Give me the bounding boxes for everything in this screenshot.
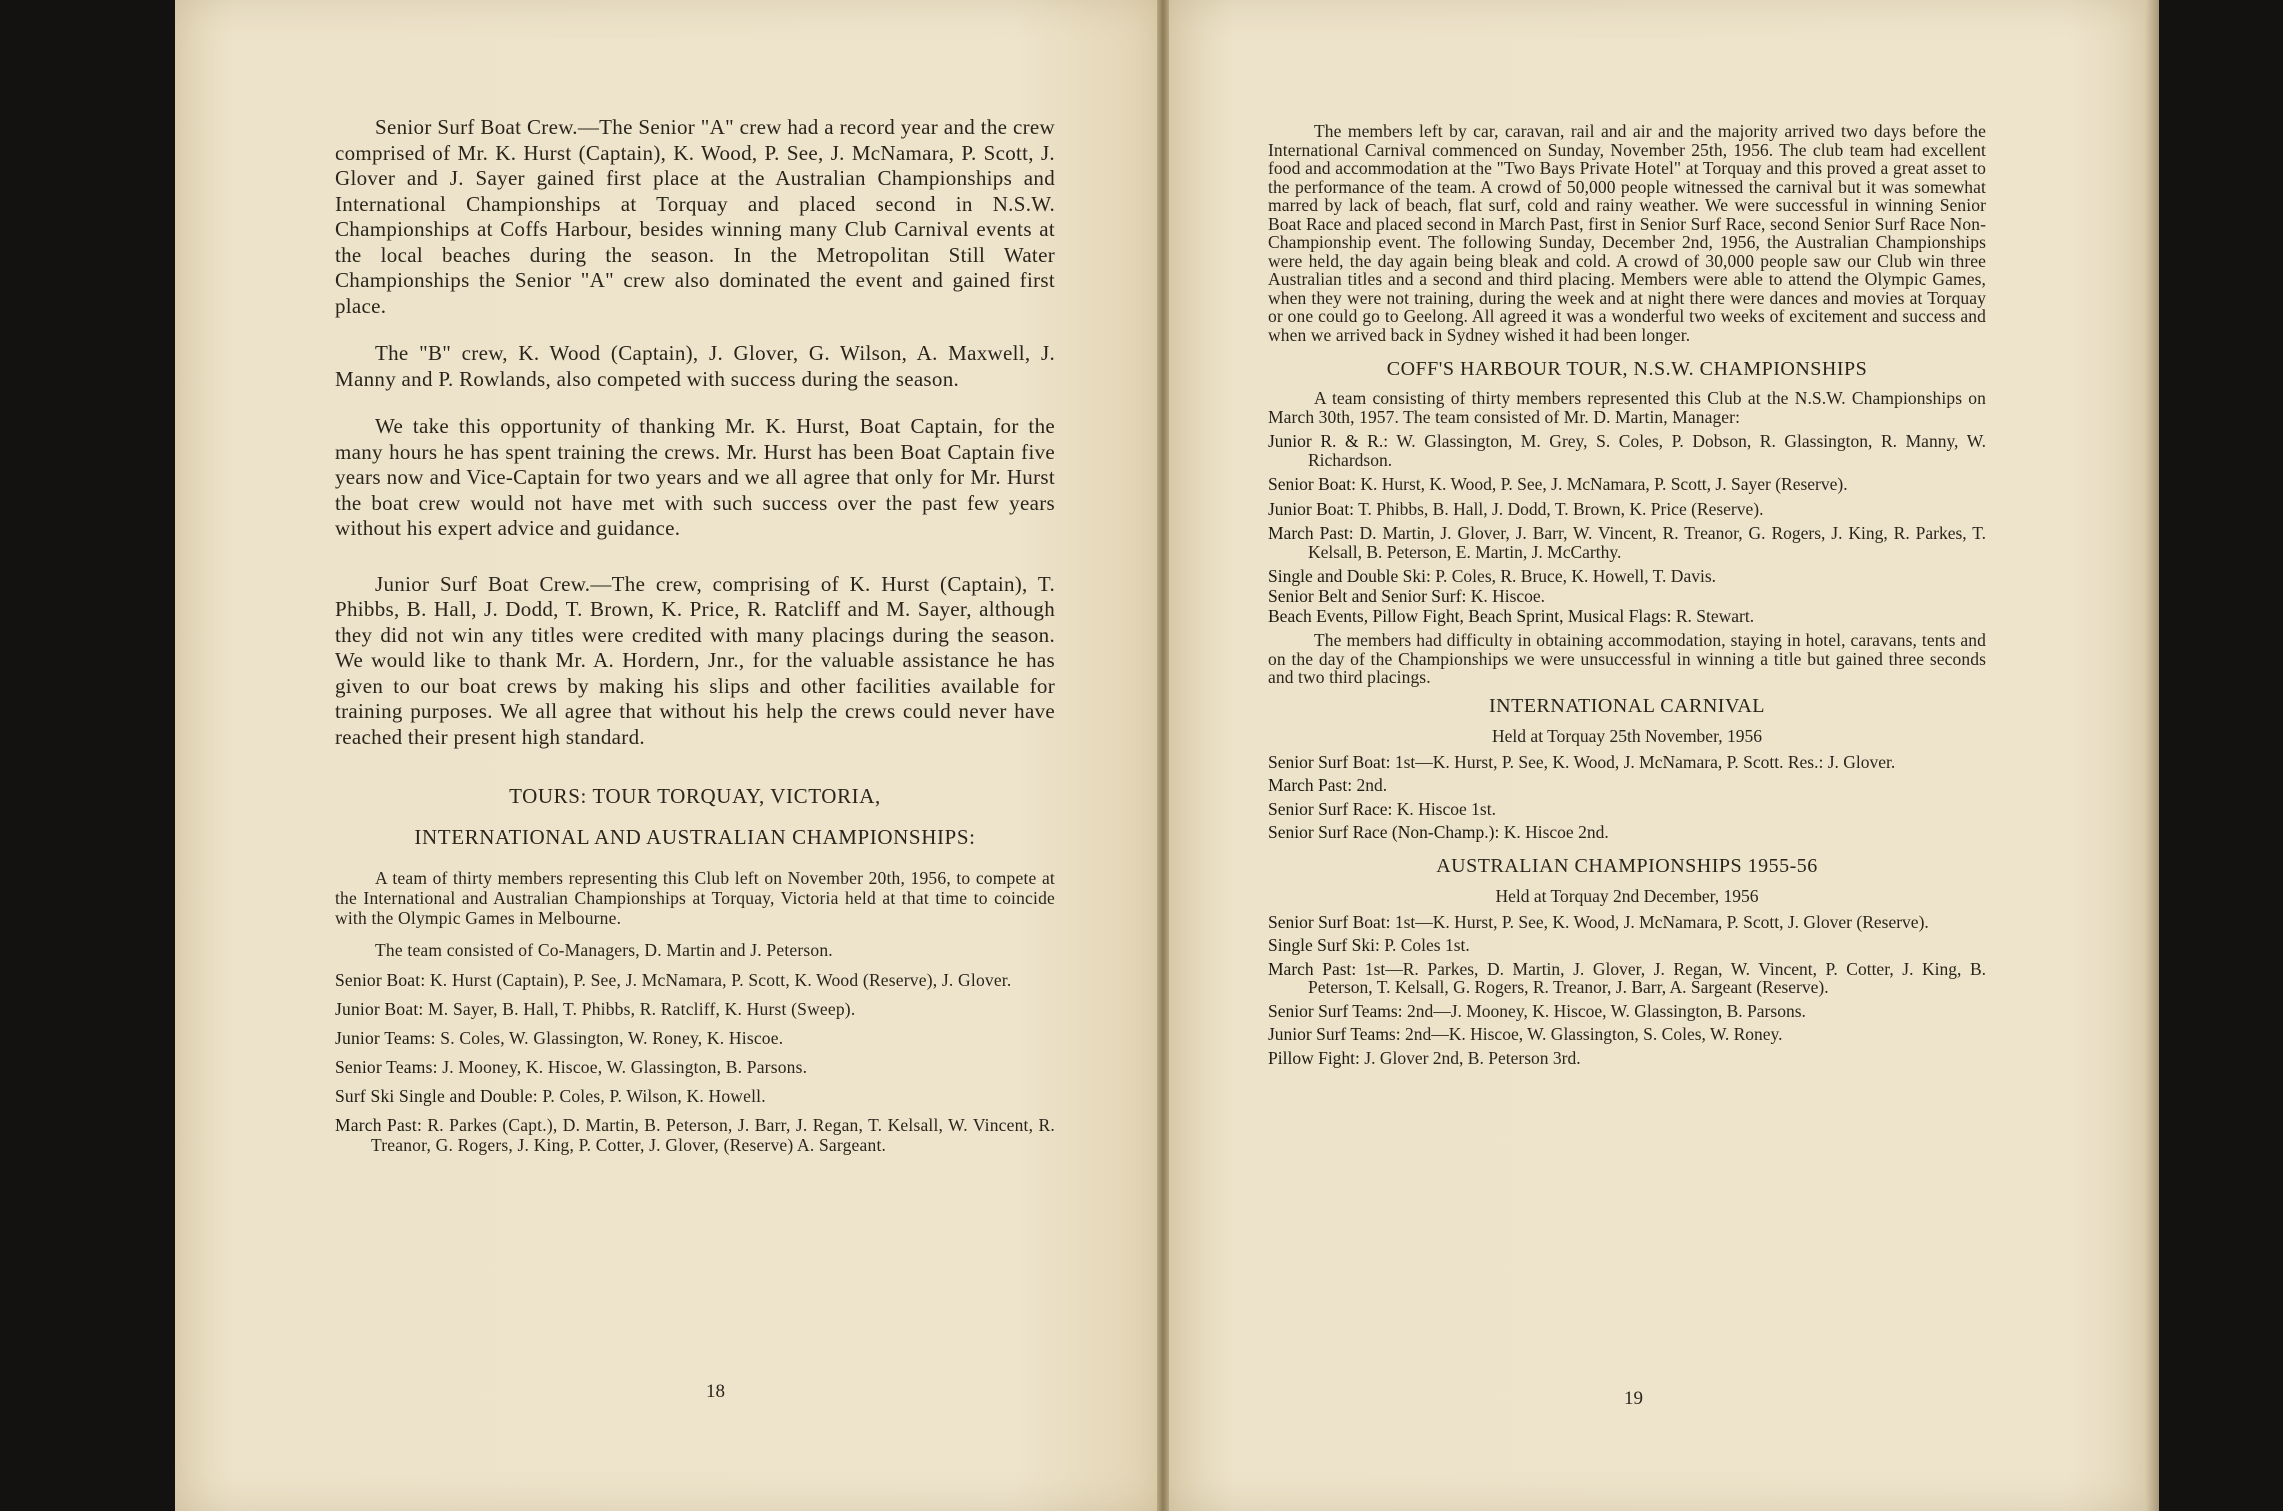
accommodation-paragraph: The members had difficulty in obtaining accommodation, staying in hotel, caravans, tents and on the day of the Championships we were unsuccessful in winning a title but gained three seconds and two third placings. (1268, 630, 1986, 687)
list-item (1268, 475, 1986, 494)
item-label: Senior Teams: (335, 1057, 438, 1077)
list-item (335, 1028, 1055, 1048)
item-label: Junior Boat: (335, 999, 424, 1019)
item-text: 2nd—K. Hiscoe, W. Glassington, S. Coles, W. Roney. (1400, 1024, 1783, 1044)
item-text: P. Coles 1st. (1379, 935, 1470, 955)
item-label: Senior Surf Boat: (1268, 751, 1391, 772)
list-item (335, 999, 1055, 1019)
item-text: K. Hurst (Captain), P. See, J. McNamara, P. Scott, K. Wood (Reserve), J. Glover. (425, 970, 1012, 990)
item-text: K. Hiscoe. (1466, 586, 1546, 606)
item-label: March Past: (1268, 958, 1357, 979)
list-item (1268, 753, 1986, 772)
international-carnival-heading: INTERNATIONAL CARNIVAL (1489, 694, 1765, 717)
item-text: T. Phibbs, B. Hall, J. Dodd, T. Brown, K. Price (Reserve). (1354, 498, 1764, 519)
item-label: Surf Ski Single and Double: (335, 1086, 538, 1106)
item-text: 2nd—J. Mooney, K. Hiscoe, W. Glassington, B. Parsons. (1402, 1000, 1806, 1021)
item-label: Senior Surf Race (Non-Champ.): (1268, 822, 1500, 842)
item-text: K. Hiscoe 2nd. (1499, 822, 1609, 842)
team-intro-paragraph: A team of thirty members representing this Club left on November 20th, 1956, to compete at the International and Australian Championships at Torquay, Victoria held at that time to coincide with the Olympic Games in Melbourne. (335, 868, 1055, 928)
item-label: Junior Boat: (1268, 498, 1355, 519)
item-label: Pillow Fight: (1268, 1047, 1360, 1068)
item-label: Junior R. & R.: (1268, 431, 1389, 451)
item-text: S. Coles, W. Glassington, W. Roney, K. Hiscoe. (435, 1028, 784, 1048)
item-text: K. Hiscoe 1st. (1392, 798, 1496, 819)
championships-heading: INTERNATIONAL AND AUSTRALIAN CHAMPIONSHIPS: (414, 825, 976, 849)
tours-heading: TOURS: TOUR TORQUAY, VICTORIA, (509, 784, 881, 808)
list-item (1268, 776, 1986, 795)
list-item (335, 1115, 1055, 1155)
international-carnival-subheading: Held at Torquay 25th November, 1956 (1492, 725, 1762, 746)
right-page-text (1268, 122, 1986, 1072)
item-text: W. Glassington, M. Grey, S. Coles, P. Dobson, R. Glassington, R. Manny, W. Richardson. (1308, 431, 1986, 470)
torquay-trip-paragraph: The members left by car, caravan, rail and air and the majority arrived two days before the International Carnival commenced on Sunday, November 25th, 1956. The club team had excellent food and accommodation at the "Two Bays Private Hotel" at Torquay and this proved a great asset to the performance of the team. A crowd of 50,000 people witnessed the carnival but it was somewhat marred by lack of beach, flat surf, cold and rainy weather. We were successful in winning Senior Boat Race and placed second in March Past, first in Senior Surf Race, second Senior Surf Race Non-Championship event. The following Sunday, December 2nd, 1956, the Australian Championships were held, the day again being bleak and cold. A crowd of 30,000 people saw our Club win three Australian titles and a second and third placing. Members were able to attend the Olympic Games, when they were not training, during the week and at night there were dances and movies at Torquay or one could go to Geelong. All agreed it was a wonderful two weeks of excitement and success and when we arrived back in Sydney wished it had been longer. (1268, 121, 1986, 345)
list-item (1268, 587, 1986, 606)
list-item (1268, 913, 1986, 932)
australian-championships-heading: AUSTRALIAN CHAMPIONSHIPS 1955-56 (1436, 854, 1818, 877)
list-item (335, 970, 1055, 990)
list-item (1268, 800, 1986, 819)
item-label: Senior Belt and Senior Surf: (1268, 586, 1467, 606)
item-text: R. Parkes (Capt.), D. Martin, B. Peterson, J. Barr, J. Regan, T. Kelsall, W. Vincent, R. Treanor, G. Rogers, J. King, P. Cotter, J. Glover, (Reserve) A. Sargeant. (371, 1115, 1055, 1155)
co-managers-paragraph: The team consisted of Co-Managers, D. Martin and J. Peterson. (375, 940, 833, 960)
book-gutter (1157, 0, 1169, 1511)
senior-surf-boat-paragraph: Senior Surf Boat Crew.—The Senior "A" crew had a record year and the crew comprised of Mr. K. Hurst (Captain), K. Wood, P. See, J. McNamara, P. Scott, J. Glover and J. Sayer gained first place at the Australian Championships and International Championships at Torquay and placed second in N.S.W. Championships at Coffs Harbour, besides winning many Club Carnival events at the local beaches during the season. In the Metropolitan Still Water Championships the Senior "A" crew also dominated the event and gained first place. (335, 115, 1055, 318)
item-text: J. Glover 2nd, B. Peterson 3rd. (1359, 1047, 1581, 1068)
item-label: Junior Teams: (335, 1028, 436, 1048)
item-text: R. Stewart. (1671, 606, 1755, 626)
item-text: P. Coles, R. Bruce, K. Howell, T. Davis. (1430, 566, 1717, 586)
list-item (1268, 1049, 1986, 1068)
list-item (1268, 1025, 1986, 1044)
list-item (1268, 500, 1986, 519)
coffs-extra-list (1268, 567, 1986, 626)
list-item (1268, 524, 1986, 561)
international-results-list (1268, 753, 1986, 842)
item-label: March Past: (335, 1115, 423, 1135)
item-label: Senior Surf Boat: (1268, 911, 1391, 932)
item-text: 2nd. (1352, 775, 1388, 795)
item-label: Senior Surf Race: (1268, 798, 1393, 819)
thanks-paragraph: We take this opportunity of thanking Mr. K. Hurst, Boat Captain, for the many hours he has spent training the crews. Mr. Hurst has been Boat Captain five years now and Vice-Captain for two years and we all agree that only for Mr. Hurst the boat crew would not have met with such success over the past few years without his expert advice and guidance. (335, 414, 1055, 540)
junior-surf-boat-paragraph: Junior Surf Boat Crew.—The crew, comprising of K. Hurst (Captain), T. Phibbs, B. Hall, J. Dodd, T. Brown, K. Price, R. Ratcliff and M. Sayer, although they did not win any titles were credited with many placings during the season. We would like to thank Mr. A. Hordern, Jnr., for the valuable assistance he has given to our boat crews by making his slips and other facilities available for training purposes. We all agree that without his help the crews could never have reached their present high standard. (335, 571, 1055, 749)
left-page-text (335, 115, 1055, 1164)
australian-championships-subheading: Held at Torquay 2nd December, 1956 (1495, 885, 1759, 906)
item-label: March Past: (1268, 523, 1354, 543)
item-label: Junior Surf Teams: (1268, 1024, 1401, 1044)
item-text: P. Coles, P. Wilson, K. Howell. (537, 1086, 766, 1106)
list-item (1268, 823, 1986, 842)
list-item (1268, 1002, 1986, 1021)
list-item (1268, 960, 1986, 997)
item-label: Single Surf Ski: (1268, 935, 1380, 955)
coffs-harbour-heading: COFF'S HARBOUR TOUR, N.S.W. CHAMPIONSHIPS (1386, 358, 1868, 380)
item-label: Beach Events, Pillow Fight, Beach Sprint, Musical Flags: (1268, 606, 1672, 626)
b-crew-paragraph: The "B" crew, K. Wood (Captain), J. Glover, G. Wilson, A. Maxwell, J. Manny and P. Rowlands, also competed with success during the season. (335, 341, 1055, 391)
item-label: March Past: (1268, 775, 1353, 795)
item-text: 1st—K. Hurst, P. See, K. Wood, J. McNamara, P. Scott. Res.: J. Glover. (1390, 751, 1896, 772)
item-text: 1st—R. Parkes, D. Martin, J. Glover, J. Regan, W. Vincent, P. Cotter, J. King, B. Peterson, T. Kelsall, G. Rogers, R. Treanor, J. Barr, A. Sargeant (Reserve). (1308, 958, 1986, 997)
item-label: Senior Boat: (335, 970, 426, 990)
item-label: Senior Surf Teams: (1268, 1000, 1403, 1021)
item-text: D. Martin, J. Glover, J. Barr, W. Vincent, R. Treanor, G. Rogers, J. King, R. Parkes, T. Kelsall, B. Peterson, E. Martin, J. McCarthy. (1308, 523, 1986, 562)
list-item (1268, 432, 1986, 469)
item-text: J. Mooney, K. Hiscoe, W. Glassington, B. Parsons. (437, 1057, 808, 1077)
item-text: 1st—K. Hurst, P. See, K. Wood, J. McNamara, P. Scott, J. Glover (Reserve). (1390, 911, 1929, 932)
list-item (1268, 607, 1986, 626)
item-text: K. Hurst, K. Wood, P. See, J. McNamara, P. Scott, J. Sayer (Reserve). (1355, 474, 1848, 494)
coffs-intro-paragraph: A team consisting of thirty members represented this Club at the N.S.W. Championships on March 30th, 1957. The team consisted of Mr. D. Martin, Manager: (1268, 388, 1986, 427)
item-text: M. Sayer, B. Hall, T. Phibbs, R. Ratcliff, K. Hurst (Sweep). (423, 999, 856, 1019)
list-item (335, 1086, 1055, 1106)
list-item (1268, 567, 1986, 586)
coffs-team-list (1268, 432, 1986, 561)
item-label: Single and Double Ski: (1268, 566, 1431, 586)
team-list (335, 970, 1055, 1155)
australian-results-list (1268, 913, 1986, 1068)
list-item (335, 1057, 1055, 1077)
page-number-right: 19 (1624, 1388, 1643, 1409)
list-item (1268, 936, 1986, 955)
item-label: Senior Boat: (1268, 474, 1356, 494)
page-number-left: 18 (706, 1381, 725, 1402)
